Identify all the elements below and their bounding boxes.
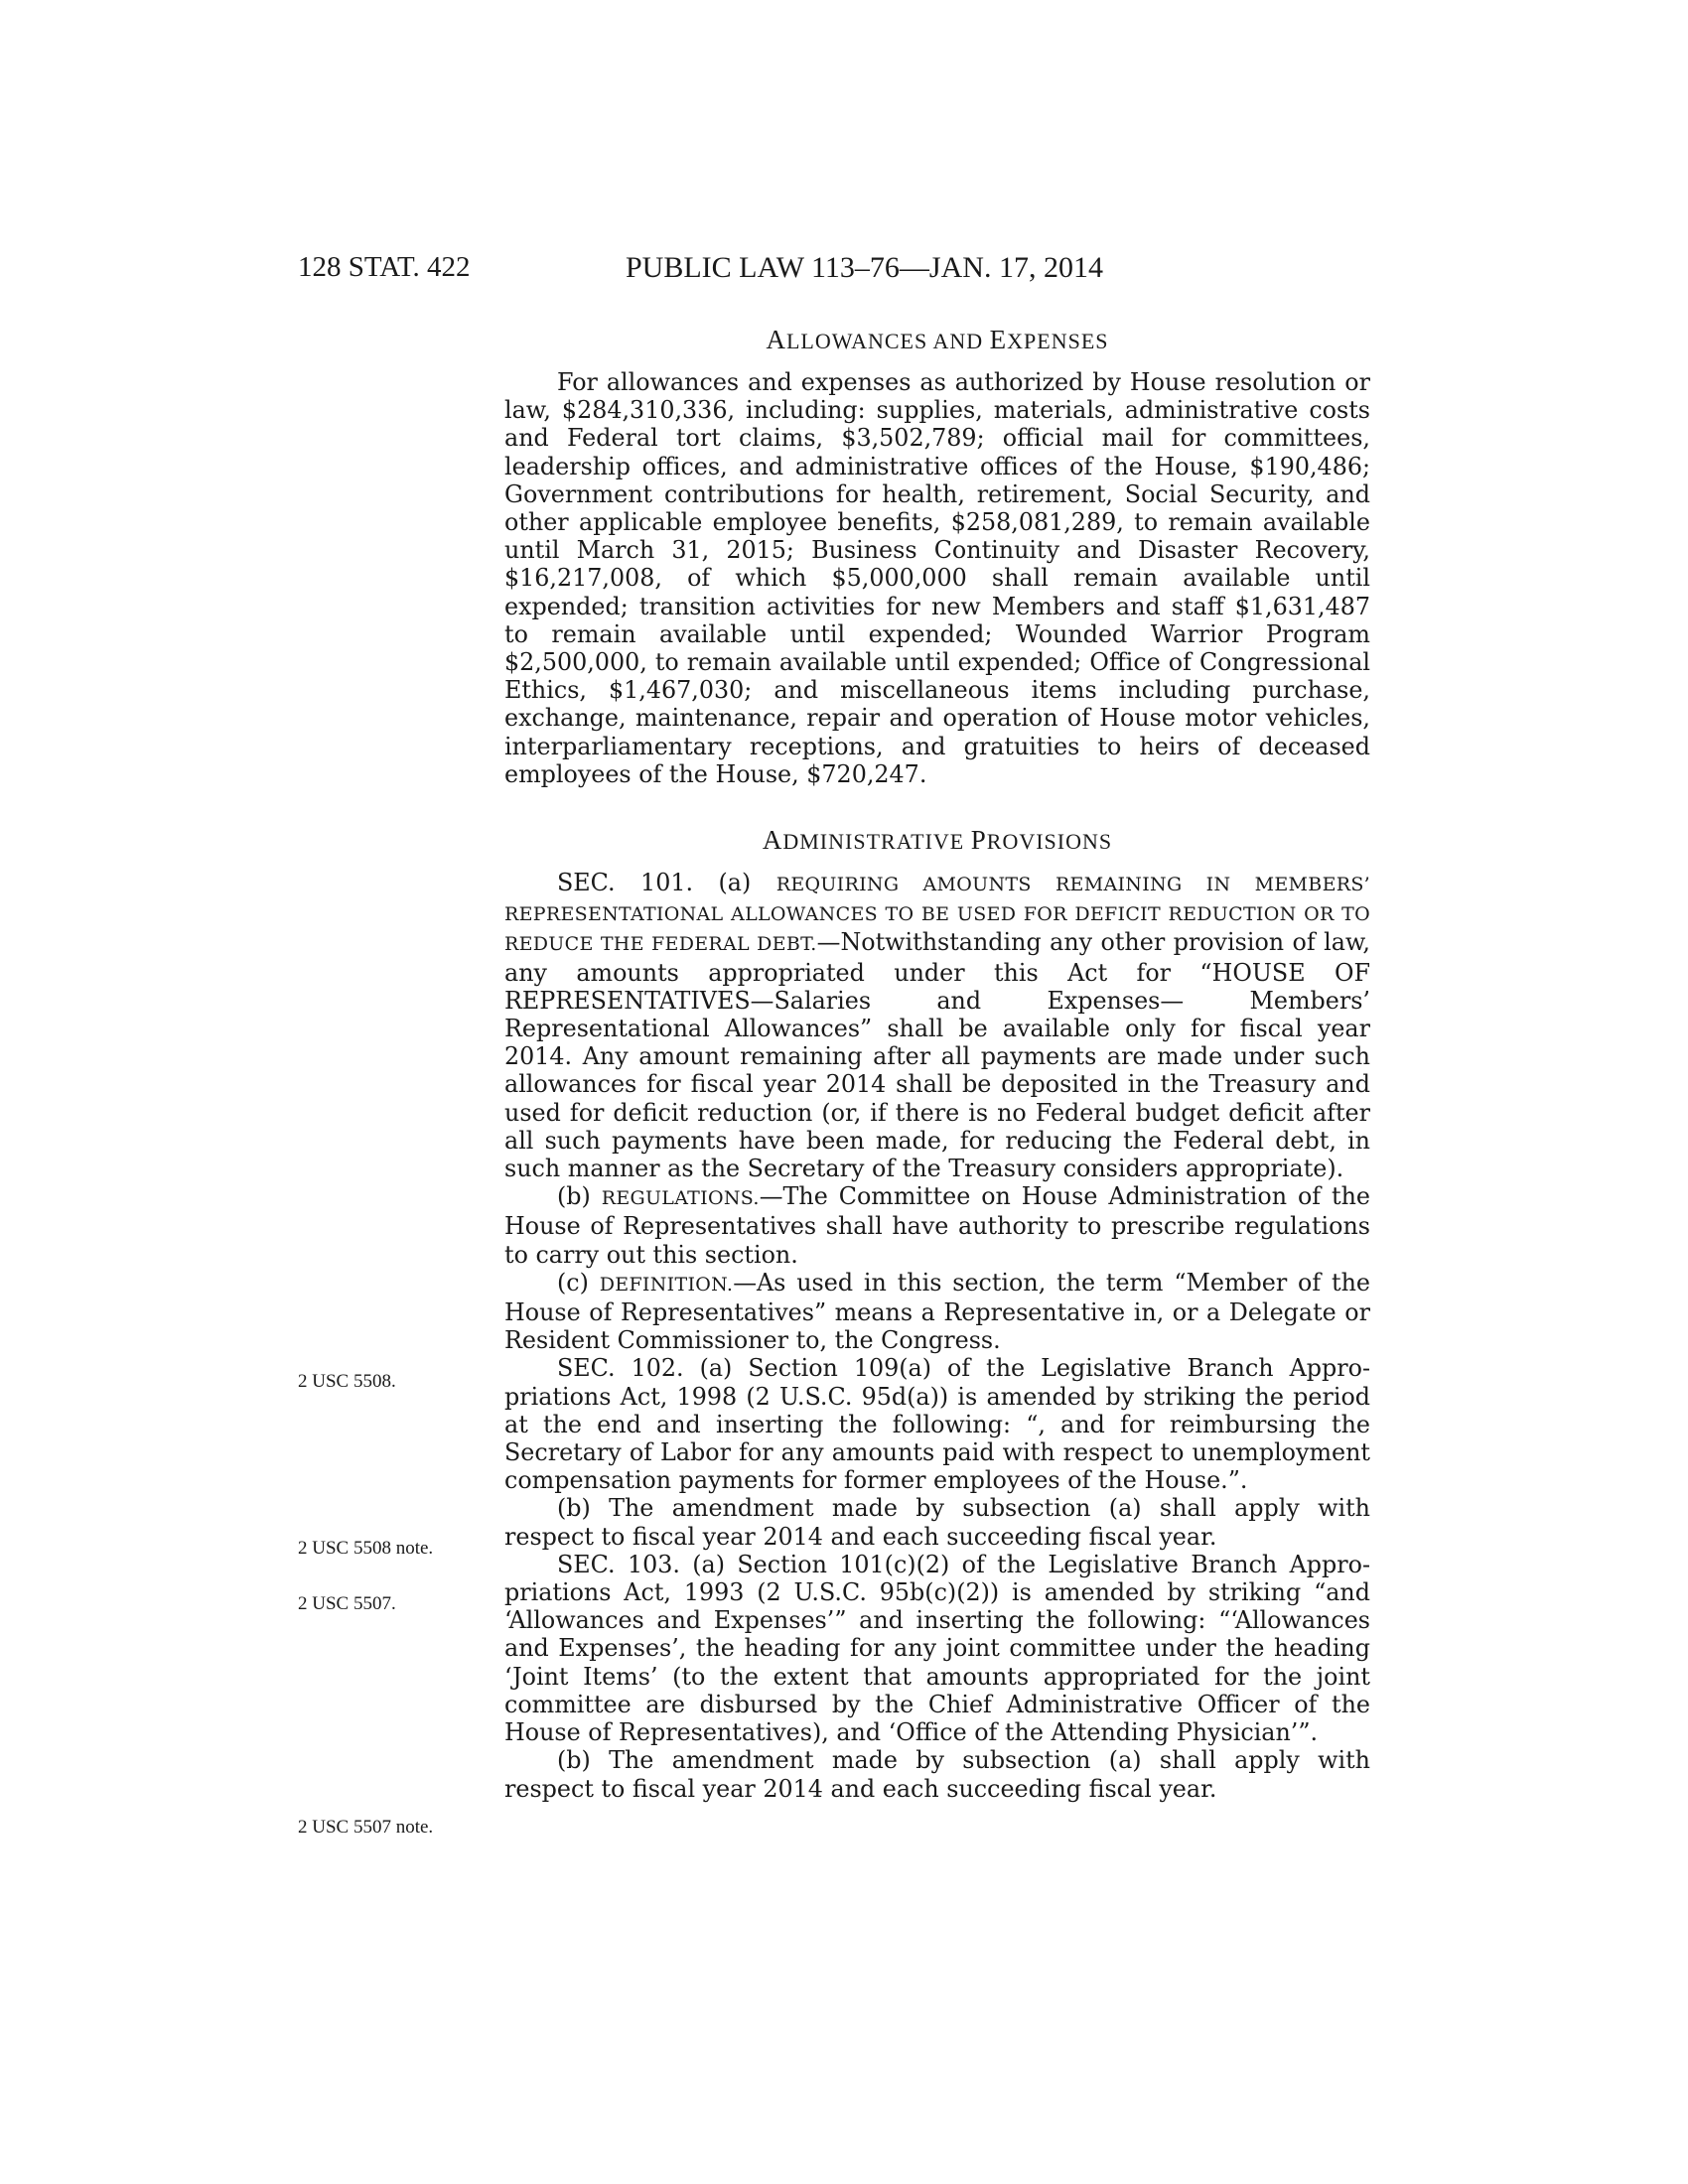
sec101c-paragraph [504,1269,1370,1355]
allowances-paragraph: For allowances and expenses as authorized by House resolution or law, $284,310,336, including: supplies, materials, administrative costs and Federal tort claims, $3,502,789; official mail for committees, leadership offices, and administrative offices of the House, $190,486; Government contributions for health, retirement, Social Security, and other applicable employee benefits, $258,081,289, to remain available until March 31, 2015; Business Continuity and Disaster Recovery, $16,217,008, of which $5,000,000 shall remain available until expended; transition activities for new Members and staff $1,631,487 to remain available until expended; Wounded Warrior Program $2,500,000, to remain available until expended; Office of Congressional Ethics, $1,467,030; and miscellaneous items including purchase, exchange, maintenance, repair and operation of House motor vehicles, interparliamentary receptions, and gratuities to heirs of deceased employees of the House, $720,247. [504,368,1370,788]
heading-initial: A [762,825,783,855]
sec101b-paragraph [504,1182,1370,1269]
section-caption: DEFINITION. [599,1273,734,1296]
margin-note-usc: 2 USC 5507 note. [298,1817,434,1838]
sec102a-paragraph: SEC. 102. (a) Section 109(a) of the Legislative Branch Appropriations Act, 1998 (2 U.S.C. 95d(a)) is amended by striking the period at the end and inserting the following: “, and for reimbursing the Secretary of Labor for any amounts paid with respect to unemployment compensation payments for former employees of the House.”. [504,1354,1370,1495]
margin-note-usc: 2 USC 5508. [298,1371,396,1392]
law-title: PUBLIC LAW 113–76—JAN. 17, 2014 [626,251,1103,284]
heading-part: ROVISIONS [986,829,1113,854]
allowances-body [504,368,1370,788]
section-text: —As used in this section, the term “Member of the House of Representatives” means a Representative in, or a Delegate or Resident Commissioner to, the Congress. [504,1268,1370,1355]
sec101a-paragraph [504,869,1370,1182]
section-caption: REGULATIONS. [601,1187,760,1210]
heading-initial: A [766,325,786,354]
heading-part: XPENSES [1007,329,1109,353]
sec103a-paragraph: SEC. 103. (a) Section 101(c)(2) of the Legislative Branch Appropriations Act, 1993 (2 U.S.C. 95b(c)(2)) is amended by striking “and ‘Allowances and Expenses’” and inserting the following: “‘Allowances and Expenses’, the heading for any joint committee under the heading ‘Joint Items’ (to the extent that amounts appropriated for the joint committee are disbursed by the Chief Administrative Officer of the House of Representatives), and ‘Office of the Attending Physician’”. [504,1550,1370,1747]
sec103b-paragraph: (b) The amendment made by subsection (a) shall apply with respect to fiscal year 2014 and each succeeding fiscal year. [504,1746,1370,1803]
margin-note-usc: 2 USC 5508 note. [298,1538,434,1559]
section-label: (b) [557,1182,602,1211]
section-caption: REQUIRING AMOUNTS REMAINING IN MEMBERS’ REPRESENTATIONAL ALLOWANCES TO BE USED FOR DEFICIT REDUCTION OR TO REDUCE THE FEDERAL DEBT. [504,874,1370,956]
admin-provisions-heading [504,825,1370,856]
section-text: —Notwithstanding any other provision of law, any amounts appropriated under this Act for “HOUSE OF REPRESENTATIVES—Salaries and Expenses— Members’ Representational Allowances” shall be available only for fiscal year 2014. Any amount remaining after all payments are made under such allowances for fiscal year 2014 shall be deposited in the Treasury and used for deficit reduction (or, if there is no Federal budget deficit after all such payments have been made, for reducing the Federal debt, in such manner as the Secretary of the Treasury considers appropriate). [504,928,1370,1183]
allowances-heading [504,325,1370,355]
page-header [298,251,1370,287]
stat-reference: 128 STAT. 422 [298,251,471,283]
admin-provisions-body [504,869,1370,1803]
heading-initial: E [989,325,1008,354]
heading-part: DMINISTRATIVE [782,829,971,854]
section-label: SEC. 101. (a) [557,869,776,896]
heading-part: LLOWANCES AND [785,329,990,353]
heading-initial: P [970,825,987,855]
section-text: —The Committee on House Administration of the House of Representatives shall have authority to prescribe regulations to carry out this section. [504,1182,1370,1269]
section-label: (c) [557,1268,600,1297]
sec102b-paragraph: (b) The amendment made by subsection (a) shall apply with respect to fiscal year 2014 and each succeeding fiscal year. [504,1494,1370,1551]
margin-note-usc: 2 USC 5507. [298,1593,396,1614]
